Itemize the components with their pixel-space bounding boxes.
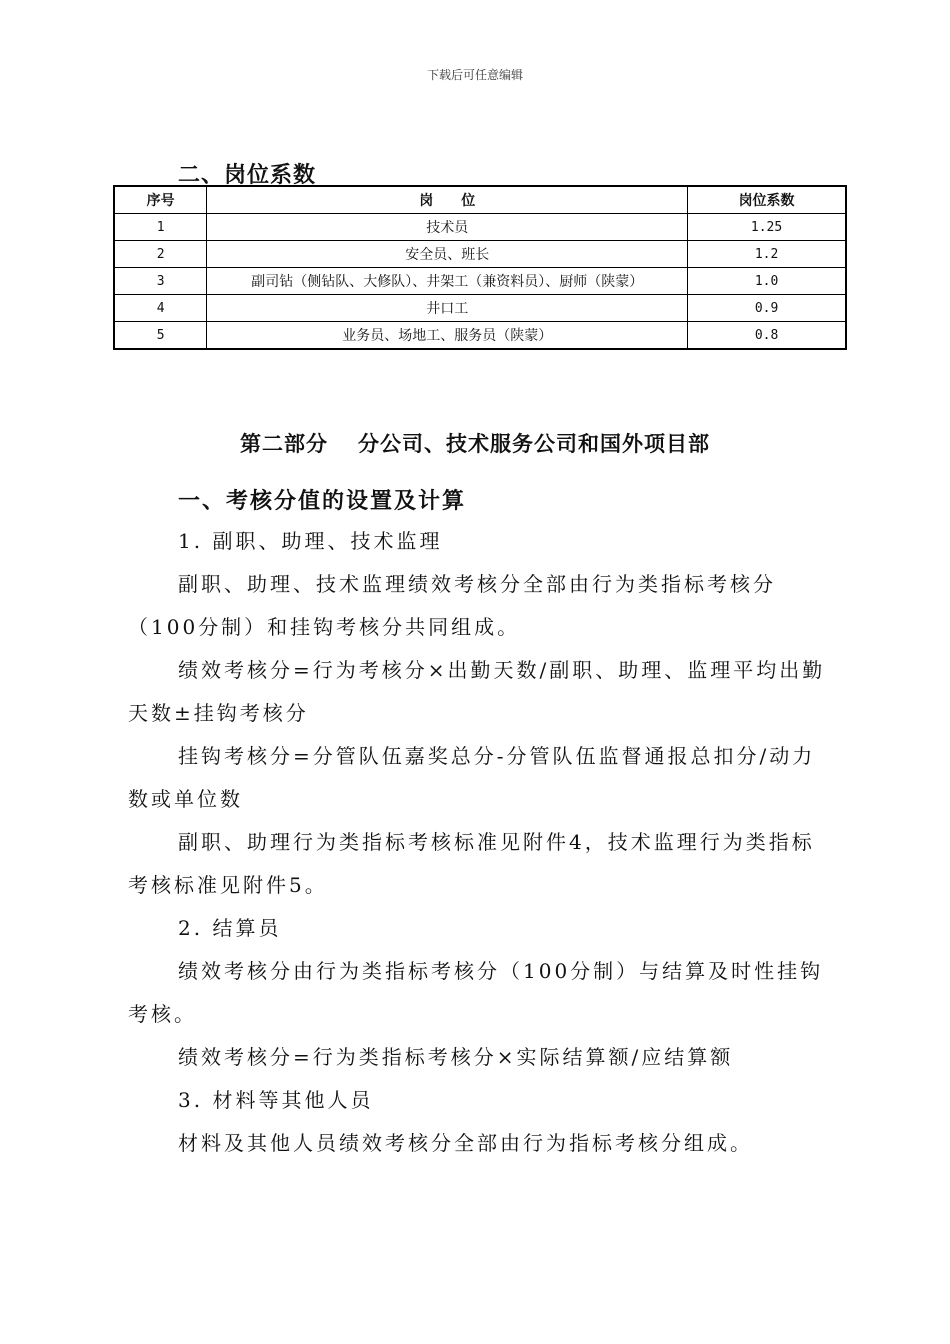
cell-serial: 2 (114, 241, 207, 268)
cell-coefficient: 1.25 (688, 214, 846, 241)
paragraph-linked-score-formula: 挂钩考核分=分管队伍嘉奖总分-分管队伍监督通报总扣分/动力数或单位数 (128, 744, 816, 811)
subheading-settlement-clerk: 2. 结算员 (178, 916, 282, 940)
cell-serial: 3 (114, 268, 207, 295)
paragraph-settlement-formula: 绩效考核分=行为类指标考核分×实际结算额/应结算额 (178, 1045, 734, 1069)
table-row (114, 214, 846, 241)
cell-post: 业务员、场地工、服务员（陕蒙） (207, 322, 688, 350)
heading-assessment-setup: 一、考核分值的设置及计算 (178, 489, 467, 514)
cell-coefficient: 1.0 (688, 268, 846, 295)
header-coefficient: 岗位系数 (688, 186, 846, 214)
subheading-deputy: 1. 副职、助理、技术监理 (178, 529, 443, 553)
table-header-row (114, 186, 846, 214)
paragraph-deputy-standards: 副职、助理行为类指标考核标准见附件4，技术监理行为类指标考核标准见附件5。 (128, 830, 815, 897)
section-title-post-coefficient: 二、岗位系数 (178, 163, 317, 188)
cell-serial: 4 (114, 295, 207, 322)
cell-coefficient: 0.8 (688, 322, 846, 350)
part-two-label: 第二部分 (240, 432, 328, 456)
table-row (114, 322, 846, 350)
cell-serial: 1 (114, 214, 207, 241)
paragraph-deputy-composition: 副职、助理、技术监理绩效考核分全部由行为类指标考核分（100分制）和挂钩考核分共同组成。 (128, 572, 776, 639)
cell-post: 技术员 (207, 214, 688, 241)
subheading-material-staff: 3. 材料等其他人员 (178, 1088, 374, 1112)
cell-post: 井口工 (207, 295, 688, 322)
paragraph-settlement-composition: 绩效考核分由行为类指标考核分（100分制）与结算及时性挂钩考核。 (128, 959, 824, 1026)
paragraph-material-composition: 材料及其他人员绩效考核分全部由行为指标考核分组成。 (178, 1131, 753, 1155)
cell-post: 安全员、班长 (207, 241, 688, 268)
table-row (114, 295, 846, 322)
header-post: 岗 位 (207, 186, 688, 214)
page-header: 下载后可任意编辑 (426, 68, 523, 82)
cell-serial: 5 (114, 322, 207, 350)
header-serial: 序号 (114, 186, 207, 214)
table-row (114, 241, 846, 268)
paragraph-deputy-formula: 绩效考核分=行为考核分×出勤天数/副职、助理、监理平均出勤天数±挂钩考核分 (128, 658, 826, 725)
table-row (114, 268, 846, 295)
cell-coefficient: 0.9 (688, 295, 846, 322)
cell-post: 副司钻（侧钻队、大修队）、井架工（兼资料员）、厨师（陕蒙） (207, 268, 688, 295)
post-coefficient-table (113, 185, 847, 350)
cell-coefficient: 1.2 (688, 241, 846, 268)
part-two-title (0, 428, 950, 458)
part-two-heading: 分公司、技术服务公司和国外项目部 (358, 432, 710, 456)
